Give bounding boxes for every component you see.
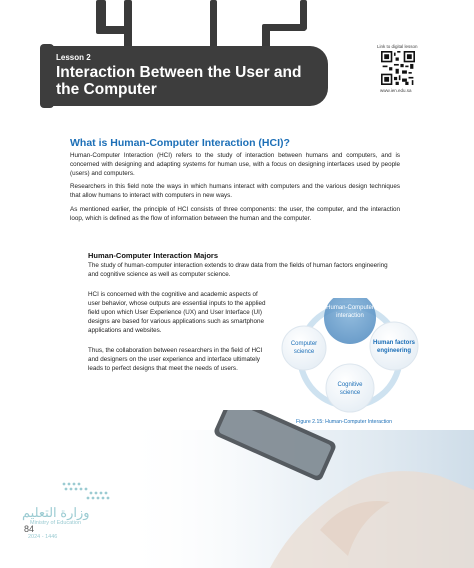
diagram-bottom-label: science xyxy=(339,390,361,396)
figure-caption: Figure 2.15: Human-Computer Interaction xyxy=(296,419,393,425)
qr-label: Link to digital lesson xyxy=(377,44,418,49)
qr-code-icon[interactable] xyxy=(381,51,415,85)
hci-diagram xyxy=(278,298,422,418)
majors-paragraph: HCI is concerned with the cognitive and academic aspects of user behavior, whose outputs are essential inputs to the applied field upon which User Experience (UX) and User Interface (UI) designs are based for various applications such as smartphone applications and websites. xyxy=(88,291,266,334)
paragraph: Researchers in this field note the ways in which humans interact with computers and the various design techniques that allow humans to interact with computers in new ways. xyxy=(70,183,400,199)
paragraph: Human-Computer Interaction (HCI) refers to the study of interaction between humans and computers, and is concerned with designing and adapting systems for human use, with a focus on designing interfaces used by people (users) and computers. xyxy=(70,152,400,177)
pipe-decoration xyxy=(300,0,307,30)
ministry-logo-dots xyxy=(60,480,120,506)
lesson-label: Lesson 2 xyxy=(56,53,91,62)
section-heading: What is Human-Computer Interaction (HCI)? xyxy=(70,137,290,149)
majors-heading: Human-Computer Interaction Majors xyxy=(88,251,219,260)
majors-paragraph: Thus, the collaboration between researchers in the field of HCI and designers on the user experience and interface ultimately leads to perfect designs that meet the needs of users. xyxy=(88,347,263,372)
ministry-arabic: وزارة التعليم xyxy=(22,505,90,520)
pipe-decoration xyxy=(210,0,217,48)
diagram-left-label: science xyxy=(293,349,315,355)
diagram-left-label: Computer xyxy=(290,341,318,347)
diagram-center-label: Human-Computer xyxy=(326,305,374,311)
diagram-bottom-bubble xyxy=(326,364,374,412)
pipe-decoration xyxy=(262,28,270,48)
diagram-center-label: interaction xyxy=(336,313,364,319)
edition-years: 2024 - 1446 xyxy=(28,534,58,540)
diagram-right-bubble xyxy=(370,322,418,370)
qr-url[interactable]: www.ien.edu.sa xyxy=(380,88,412,93)
lesson-title: Interaction Between the User and the Computer xyxy=(56,64,302,98)
diagram-left-bubble xyxy=(282,326,326,370)
paragraph: As mentioned earlier, the principle of HCI consists of three components: the user, the computer, and the interaction loop, which is defined as the flow of information between the human and the computer. xyxy=(70,206,400,222)
page-number: 84 xyxy=(24,524,35,534)
ministry-english: Ministry of Education xyxy=(30,520,82,526)
diagram-bottom-label: Cognitive xyxy=(337,382,363,388)
diagram-right-label: Human factors xyxy=(372,340,416,346)
hand-phone-illustration xyxy=(120,410,474,568)
diagram-right-label: engineering xyxy=(376,348,412,354)
majors-intro: The study of human-computer interaction extends to draw data from the fields of human factors engineering and cognitive science as well as computer science. xyxy=(88,262,388,278)
